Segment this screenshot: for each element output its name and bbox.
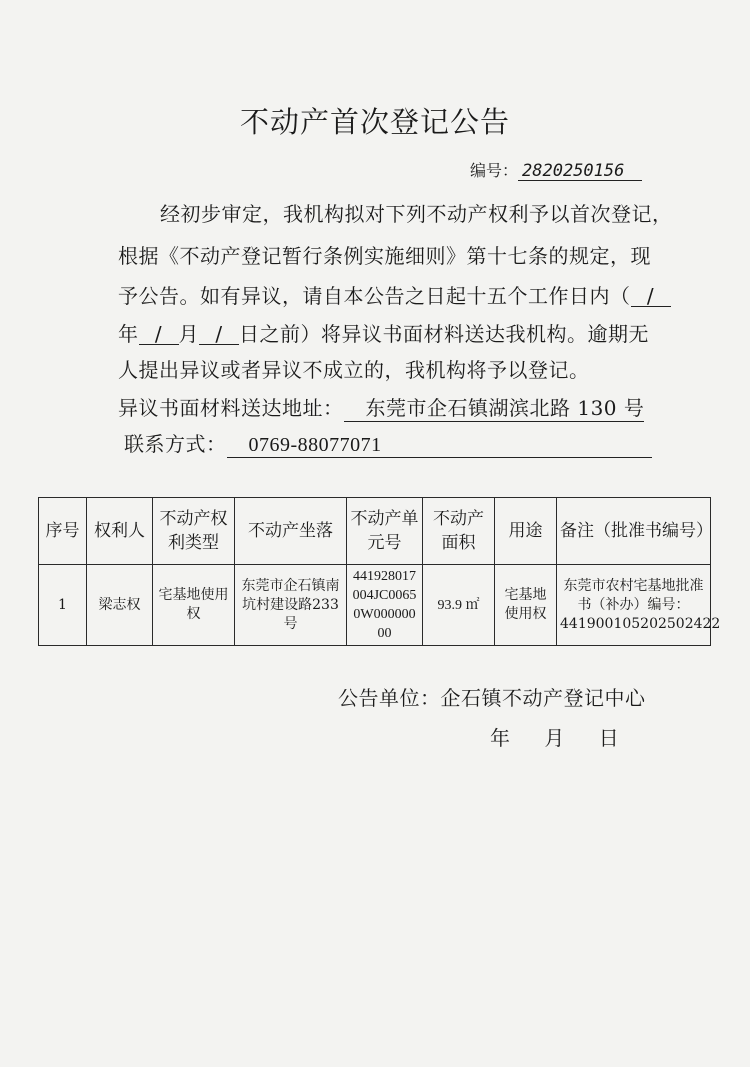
issuing-unit: 公告单位：企石镇不动产登记中心 [338, 686, 646, 710]
body-line-3 [118, 280, 671, 309]
month-blank: / [139, 324, 179, 345]
cell-location: 东莞市企石镇南坑村建设路233号 [235, 565, 347, 646]
body-line-4-text: 日之前）将异议书面材料送达我机构。逾期无 [239, 322, 649, 346]
document-number [470, 158, 642, 181]
cell-remark: 东莞市农村宅基地批准书（补办）编号：441900105202502422 [557, 565, 711, 646]
document-number-value: 2820250156 [518, 162, 642, 181]
contact-value: 0769-88077071 [227, 434, 652, 458]
header-right-type: 不动产权利类型 [153, 498, 235, 565]
property-table [38, 497, 721, 646]
document-number-label: 编号： [470, 161, 519, 180]
header-unit-no: 不动产单元号 [347, 498, 423, 565]
address-label: 异议书面材料送达地址： [118, 396, 344, 420]
body-line-5: 人提出异议或者异议不成立的，我机构将予以登记。 [118, 358, 590, 382]
header-location: 不动产坐落 [235, 498, 347, 565]
body-line-3-text: 予公告。如有异议，请自本公告之日起十五个工作日内（ [118, 284, 631, 308]
cell-unit-no: 441928017004JC00650W00000000 [347, 565, 423, 646]
cell-usage: 宅基地使用权 [495, 565, 557, 646]
body-line-2: 根据《不动产登记暂行条例实施细则》第十七条的规定，现 [118, 244, 651, 268]
header-owner: 权利人 [87, 498, 153, 565]
month-label: 月 [178, 322, 199, 346]
cell-right-type: 宅基地使用权 [153, 565, 235, 646]
header-no: 序号 [39, 498, 87, 565]
body-line-4 [118, 318, 649, 347]
header-remark: 备注（批准书编号） [557, 498, 711, 565]
day-blank: / [199, 324, 239, 345]
contact-label: 联系方式： [124, 432, 227, 456]
deadline-blank: / [631, 286, 671, 307]
cell-area: 93.9 ㎡ [423, 565, 495, 646]
address-line [118, 392, 644, 422]
notice-title: 不动产首次登记公告 [239, 105, 510, 139]
body-line-1: 经初步审定，我机构拟对下列不动产权利予以首次登记， [160, 202, 673, 226]
header-area: 不动产面积 [423, 498, 495, 565]
issue-date: 年 月 日 [490, 726, 619, 750]
header-usage: 用途 [495, 498, 557, 565]
cell-no: 1 [39, 565, 87, 646]
table-row [39, 565, 711, 646]
year-label: 年 [118, 322, 139, 346]
cell-owner: 梁志权 [87, 565, 153, 646]
contact-line [124, 428, 652, 458]
address-value: 东莞市企石镇湖滨北路 130 号 [344, 392, 644, 422]
table-header-row [39, 498, 711, 565]
